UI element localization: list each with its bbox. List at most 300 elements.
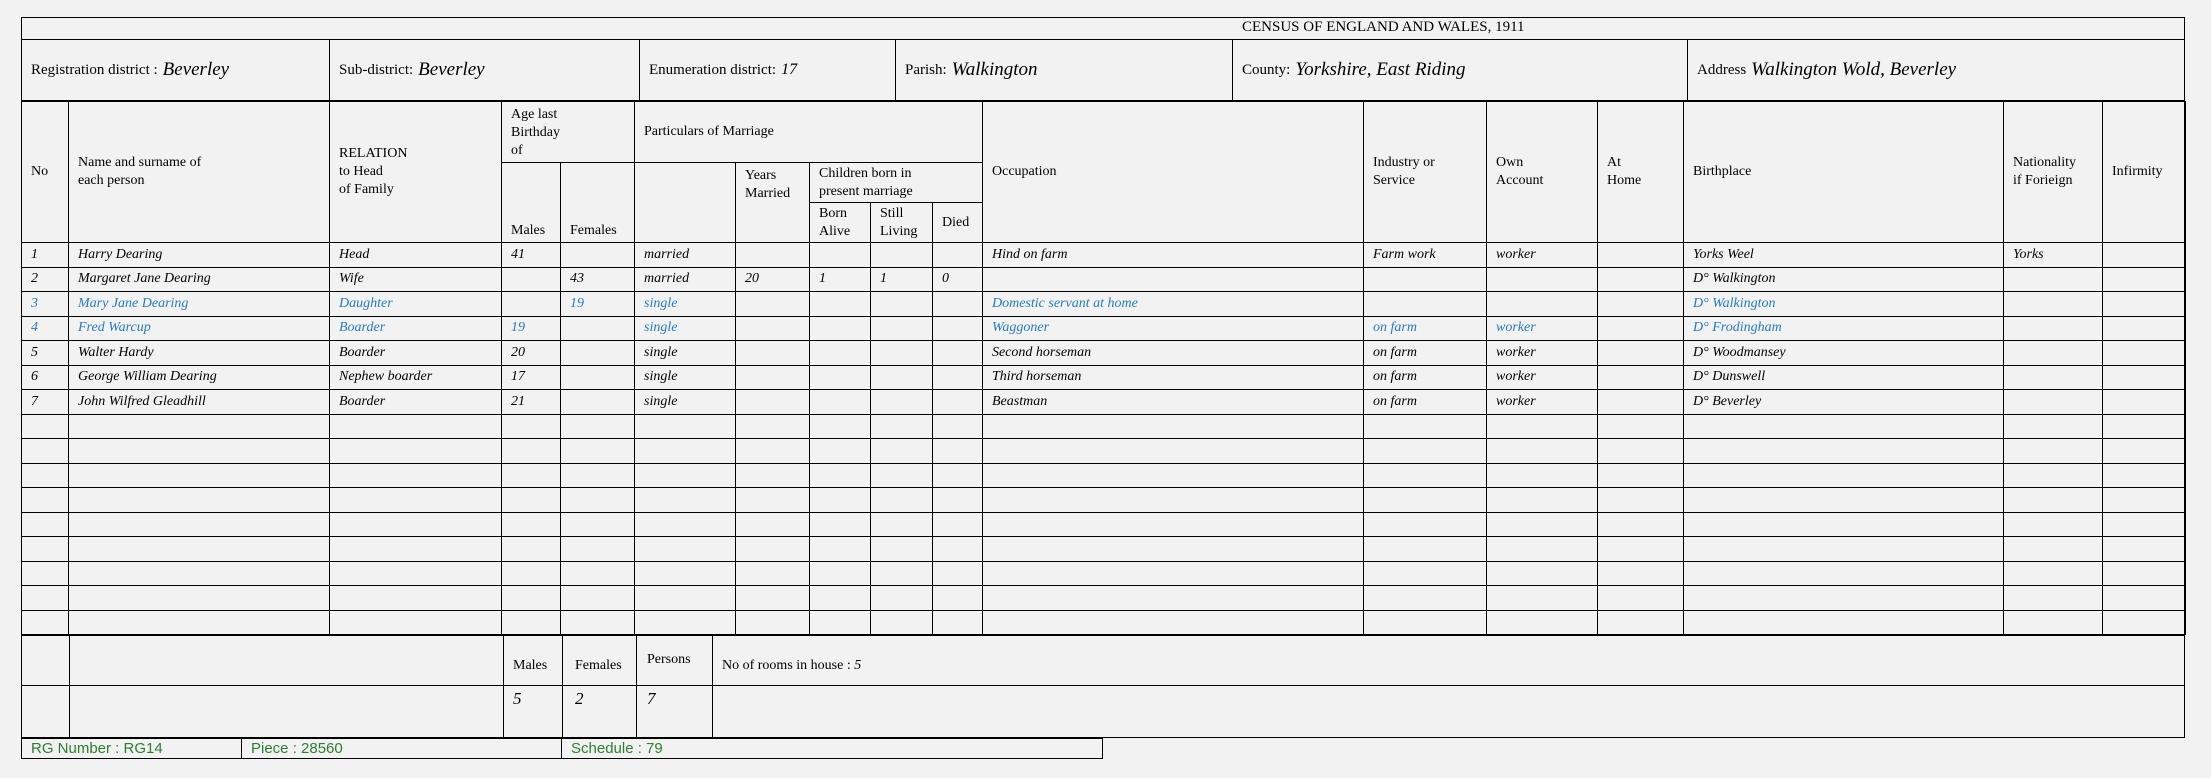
cell-males: [502, 512, 561, 537]
cell-females: [561, 561, 635, 586]
cell-died: [933, 586, 983, 611]
cell-occupation: [983, 463, 1364, 488]
cell-years: [736, 463, 810, 488]
header-marriage: Particulars of Marriage: [635, 102, 983, 163]
cell-females: [561, 610, 635, 635]
cell-died: [933, 390, 983, 415]
table-row: [22, 341, 2186, 366]
cell-infirmity: [2103, 537, 2186, 562]
cell-name: Walter Hardy: [69, 341, 330, 366]
summary-males-label: Males: [513, 658, 548, 673]
cell-birthplace: [1684, 537, 2004, 562]
cell-own: worker: [1487, 316, 1598, 341]
summary-section: [21, 634, 2185, 738]
cell-infirmity: [2103, 463, 2186, 488]
cell-nationality: [2004, 537, 2103, 562]
cell-males: [502, 267, 561, 292]
cell-died: [933, 341, 983, 366]
census-form: [21, 17, 2185, 636]
cell-own: [1487, 561, 1598, 586]
cell-birthplace: D° Walkington: [1684, 267, 2004, 292]
registration-district-label: Registration district :: [31, 61, 158, 78]
cell-birthplace: [1684, 561, 2004, 586]
cell-females: [561, 439, 635, 464]
table-row: [22, 414, 2186, 439]
county: [1233, 40, 1688, 100]
cell-still: [871, 610, 933, 635]
cell-males: [502, 537, 561, 562]
cell-males: [502, 561, 561, 586]
reference-footer: [21, 738, 1103, 759]
cell-males: [502, 488, 561, 513]
cell-relation: [330, 414, 502, 439]
census-table: [21, 101, 2186, 635]
table-row: [22, 267, 2186, 292]
cell-industry: [1364, 267, 1487, 292]
cell-no: [22, 512, 69, 537]
cell-born: [810, 439, 871, 464]
cell-no: 1: [22, 243, 69, 268]
cell-own: [1487, 439, 1598, 464]
address-label: Address: [1697, 61, 1747, 78]
cell-occupation: Second horseman: [983, 341, 1364, 366]
cell-home: [1598, 586, 1684, 611]
summary-persons-label: Persons: [647, 652, 691, 667]
header-children: Children born in present marriage: [810, 163, 983, 203]
enumeration-district-value: 17: [781, 61, 798, 78]
cell-occupation: [983, 488, 1364, 513]
cell-industry: [1364, 537, 1487, 562]
cell-home: [1598, 267, 1684, 292]
cell-own: [1487, 610, 1598, 635]
cell-females: [561, 316, 635, 341]
header-still-living: Still Living: [871, 203, 933, 243]
cell-nationality: [2004, 586, 2103, 611]
header-industry: Industry or Service: [1364, 102, 1487, 243]
cell-birthplace: [1684, 414, 2004, 439]
cell-still: [871, 316, 933, 341]
cell-females: [561, 586, 635, 611]
cell-born: [810, 512, 871, 537]
cell-nationality: [2004, 292, 2103, 317]
cell-no: 5: [22, 341, 69, 366]
summary-females-label: Females: [575, 658, 622, 673]
cell-still: [871, 292, 933, 317]
cell-marriage: [635, 488, 736, 513]
cell-still: [871, 439, 933, 464]
cell-name: [69, 439, 330, 464]
cell-home: [1598, 561, 1684, 586]
cell-females: [561, 365, 635, 390]
table-row: [22, 316, 2186, 341]
header-died: Died: [933, 203, 983, 243]
cell-nationality: [2004, 488, 2103, 513]
cell-birthplace: [1684, 512, 2004, 537]
cell-males: [502, 463, 561, 488]
cell-industry: [1364, 610, 1487, 635]
address-value: Walkington Wold, Beverley: [1751, 59, 1957, 80]
cell-occupation: [983, 267, 1364, 292]
rooms-value: 5: [854, 658, 862, 673]
cell-own: [1487, 414, 1598, 439]
cell-died: [933, 292, 983, 317]
cell-name: Mary Jane Dearing: [69, 292, 330, 317]
cell-infirmity: [2103, 414, 2186, 439]
table-row: [22, 537, 2186, 562]
district-row: [22, 40, 2184, 101]
cell-industry: [1364, 414, 1487, 439]
cell-females: [561, 463, 635, 488]
cell-infirmity: [2103, 292, 2186, 317]
cell-name: [69, 463, 330, 488]
cell-years: [736, 365, 810, 390]
header-relation: RELATION to Head of Family: [330, 102, 502, 243]
summary-col-line: [712, 634, 713, 738]
cell-industry: [1364, 439, 1487, 464]
cell-years: [736, 390, 810, 415]
cell-females: [561, 341, 635, 366]
header-males: Males: [502, 163, 561, 243]
cell-no: 7: [22, 390, 69, 415]
cell-females: 19: [561, 292, 635, 317]
cell-born: [810, 586, 871, 611]
cell-birthplace: [1684, 488, 2004, 513]
cell-occupation: [983, 439, 1364, 464]
cell-own: [1487, 267, 1598, 292]
cell-birthplace: D° Woodmansey: [1684, 341, 2004, 366]
cell-own: [1487, 537, 1598, 562]
cell-infirmity: [2103, 365, 2186, 390]
sub-district-value: Beverley: [418, 59, 485, 80]
cell-still: [871, 414, 933, 439]
cell-born: [810, 414, 871, 439]
cell-infirmity: [2103, 341, 2186, 366]
county-label: County:: [1242, 61, 1291, 78]
cell-industry: on farm: [1364, 316, 1487, 341]
cell-born: [810, 537, 871, 562]
rg-number: RG Number : RG14: [22, 739, 242, 758]
cell-died: [933, 537, 983, 562]
cell-nationality: [2004, 341, 2103, 366]
cell-still: [871, 243, 933, 268]
cell-no: [22, 537, 69, 562]
cell-no: 4: [22, 316, 69, 341]
cell-occupation: [983, 512, 1364, 537]
cell-born: [810, 243, 871, 268]
cell-name: [69, 610, 330, 635]
cell-name: [69, 537, 330, 562]
cell-name: [69, 414, 330, 439]
cell-males: 21: [502, 390, 561, 415]
cell-name: George William Dearing: [69, 365, 330, 390]
header-marriage-status: [635, 163, 736, 243]
cell-occupation: [983, 610, 1364, 635]
cell-no: [22, 463, 69, 488]
cell-died: [933, 561, 983, 586]
cell-name: Margaret Jane Dearing: [69, 267, 330, 292]
cell-name: John Wilfred Gleadhill: [69, 390, 330, 415]
cell-industry: Farm work: [1364, 243, 1487, 268]
cell-industry: on farm: [1364, 341, 1487, 366]
cell-females: [561, 243, 635, 268]
cell-no: [22, 488, 69, 513]
cell-females: [561, 512, 635, 537]
cell-no: 2: [22, 267, 69, 292]
cell-males: 41: [502, 243, 561, 268]
piece-number: Piece : 28560: [242, 739, 562, 758]
cell-relation: [330, 439, 502, 464]
cell-home: [1598, 365, 1684, 390]
cell-born: [810, 316, 871, 341]
cell-home: [1598, 316, 1684, 341]
header-nationality: Nationality if Forieign: [2004, 102, 2103, 243]
cell-own: [1487, 463, 1598, 488]
cell-born: [810, 463, 871, 488]
cell-occupation: Domestic servant at home: [983, 292, 1364, 317]
cell-infirmity: [2103, 390, 2186, 415]
cell-marriage: [635, 414, 736, 439]
table-row: [22, 512, 2186, 537]
cell-relation: Boarder: [330, 316, 502, 341]
cell-nationality: [2004, 610, 2103, 635]
cell-own: worker: [1487, 365, 1598, 390]
cell-females: [561, 537, 635, 562]
cell-still: [871, 488, 933, 513]
cell-years: 20: [736, 267, 810, 292]
cell-nationality: [2004, 512, 2103, 537]
cell-birthplace: [1684, 610, 2004, 635]
cell-occupation: Hind on farm: [983, 243, 1364, 268]
cell-infirmity: [2103, 439, 2186, 464]
cell-relation: [330, 561, 502, 586]
table-row: [22, 561, 2186, 586]
cell-relation: Boarder: [330, 390, 502, 415]
cell-occupation: [983, 561, 1364, 586]
cell-years: [736, 414, 810, 439]
summary-col-line: [503, 634, 504, 738]
cell-name: [69, 561, 330, 586]
cell-years: [736, 439, 810, 464]
summary-col-line: [69, 634, 70, 738]
cell-years: [736, 292, 810, 317]
header-no: No: [22, 102, 69, 243]
cell-home: [1598, 610, 1684, 635]
sub-district-label: Sub-district:: [339, 61, 414, 78]
cell-own: worker: [1487, 243, 1598, 268]
cell-marriage: single: [635, 365, 736, 390]
summary-males-value: 5: [513, 689, 522, 708]
cell-years: [736, 610, 810, 635]
cell-relation: Wife: [330, 267, 502, 292]
cell-nationality: [2004, 267, 2103, 292]
table-row: [22, 463, 2186, 488]
cell-infirmity: [2103, 610, 2186, 635]
cell-males: [502, 586, 561, 611]
cell-marriage: married: [635, 267, 736, 292]
cell-still: [871, 390, 933, 415]
cell-own: [1487, 292, 1598, 317]
cell-females: [561, 414, 635, 439]
cell-birthplace: [1684, 439, 2004, 464]
cell-nationality: [2004, 316, 2103, 341]
cell-nationality: [2004, 561, 2103, 586]
cell-males: 17: [502, 365, 561, 390]
cell-still: [871, 512, 933, 537]
cell-years: [736, 243, 810, 268]
cell-nationality: [2004, 463, 2103, 488]
cell-years: [736, 537, 810, 562]
cell-infirmity: [2103, 243, 2186, 268]
cell-males: [502, 292, 561, 317]
cell-marriage: [635, 463, 736, 488]
cell-still: [871, 561, 933, 586]
parish-value: Walkington: [951, 59, 1038, 80]
cell-died: [933, 414, 983, 439]
cell-died: 0: [933, 267, 983, 292]
cell-marriage: single: [635, 316, 736, 341]
header-age: Age last Birthday of: [502, 102, 635, 163]
cell-own: [1487, 586, 1598, 611]
cell-years: [736, 341, 810, 366]
cell-nationality: [2004, 439, 2103, 464]
cell-industry: [1364, 292, 1487, 317]
cell-home: [1598, 439, 1684, 464]
cell-industry: [1364, 561, 1487, 586]
cell-industry: on farm: [1364, 365, 1487, 390]
summary-persons-value: 7: [647, 689, 656, 708]
cell-birthplace: D° Beverley: [1684, 390, 2004, 415]
cell-males: 20: [502, 341, 561, 366]
cell-males: 19: [502, 316, 561, 341]
county-value: Yorkshire, East Riding: [1295, 59, 1466, 80]
cell-no: [22, 439, 69, 464]
cell-born: [810, 292, 871, 317]
cell-marriage: [635, 439, 736, 464]
cell-still: [871, 365, 933, 390]
cell-still: [871, 537, 933, 562]
form-title: CENSUS OF ENGLAND AND WALES, 1911: [1242, 19, 1525, 35]
cell-home: [1598, 488, 1684, 513]
cell-own: worker: [1487, 341, 1598, 366]
cell-infirmity: [2103, 586, 2186, 611]
cell-died: [933, 463, 983, 488]
cell-infirmity: [2103, 267, 2186, 292]
header-own-account: Own Account: [1487, 102, 1598, 243]
cell-born: [810, 365, 871, 390]
cell-home: [1598, 463, 1684, 488]
cell-marriage: single: [635, 341, 736, 366]
rooms-label: No of rooms in house : 5: [722, 658, 862, 673]
cell-marriage: [635, 610, 736, 635]
cell-years: [736, 488, 810, 513]
table-row: [22, 292, 2186, 317]
cell-died: [933, 488, 983, 513]
cell-relation: [330, 610, 502, 635]
cell-relation: [330, 537, 502, 562]
summary-females-value: 2: [575, 689, 584, 708]
cell-industry: on farm: [1364, 390, 1487, 415]
cell-name: [69, 586, 330, 611]
cell-still: [871, 586, 933, 611]
cell-home: [1598, 390, 1684, 415]
cell-no: [22, 561, 69, 586]
cell-marriage: [635, 561, 736, 586]
address: [1688, 40, 2186, 100]
cell-marriage: [635, 537, 736, 562]
cell-occupation: [983, 537, 1364, 562]
cell-relation: Daughter: [330, 292, 502, 317]
cell-still: 1: [871, 267, 933, 292]
cell-infirmity: [2103, 512, 2186, 537]
cell-occupation: Waggoner: [983, 316, 1364, 341]
cell-no: 6: [22, 365, 69, 390]
parish-label: Parish:: [905, 61, 947, 78]
cell-males: [502, 610, 561, 635]
cell-years: [736, 512, 810, 537]
cell-no: [22, 586, 69, 611]
cell-died: [933, 610, 983, 635]
summary-divider: [22, 685, 2184, 686]
cell-infirmity: [2103, 488, 2186, 513]
cell-born: 1: [810, 267, 871, 292]
table-row: [22, 610, 2186, 635]
cell-males: [502, 439, 561, 464]
cell-own: [1487, 512, 1598, 537]
cell-home: [1598, 537, 1684, 562]
cell-industry: [1364, 463, 1487, 488]
cell-infirmity: [2103, 561, 2186, 586]
cell-birthplace: [1684, 463, 2004, 488]
cell-infirmity: [2103, 316, 2186, 341]
enumeration-district-label: Enumeration district:: [649, 61, 777, 78]
cell-nationality: Yorks: [2004, 243, 2103, 268]
cell-died: [933, 439, 983, 464]
summary-col-line: [562, 634, 563, 738]
header-born-alive: Born Alive: [810, 203, 871, 243]
cell-own: worker: [1487, 390, 1598, 415]
table-row: [22, 365, 2186, 390]
cell-relation: Boarder: [330, 341, 502, 366]
cell-relation: Nephew boarder: [330, 365, 502, 390]
cell-occupation: [983, 414, 1364, 439]
table-row: [22, 243, 2186, 268]
census-rows: [22, 243, 2186, 635]
cell-males: [502, 414, 561, 439]
cell-home: [1598, 341, 1684, 366]
cell-marriage: [635, 586, 736, 611]
form-title-row: [22, 18, 2184, 40]
cell-name: Fred Warcup: [69, 316, 330, 341]
cell-occupation: Third horseman: [983, 365, 1364, 390]
cell-own: [1487, 488, 1598, 513]
cell-died: [933, 512, 983, 537]
header-females: Females: [561, 163, 635, 243]
registration-district: [22, 40, 330, 100]
cell-birthplace: D° Dunswell: [1684, 365, 2004, 390]
cell-born: [810, 390, 871, 415]
schedule-number: Schedule : 79: [571, 740, 663, 757]
cell-died: [933, 316, 983, 341]
cell-home: [1598, 243, 1684, 268]
summary-col-line: [636, 634, 637, 738]
cell-died: [933, 243, 983, 268]
header-birthplace: Birthplace: [1684, 102, 2004, 243]
cell-birthplace: D° Walkington: [1684, 292, 2004, 317]
cell-industry: [1364, 512, 1487, 537]
enumeration-district: [640, 40, 896, 100]
cell-occupation: [983, 586, 1364, 611]
cell-marriage: [635, 512, 736, 537]
